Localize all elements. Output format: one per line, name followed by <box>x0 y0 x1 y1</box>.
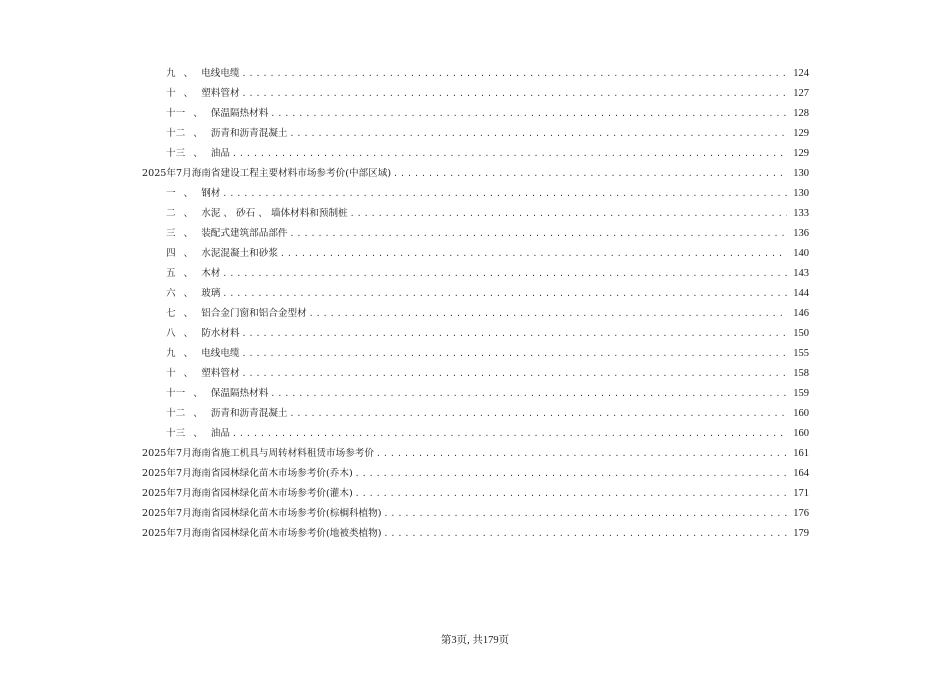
toc-entry-separator: 、 <box>193 388 203 399</box>
toc-entry-title: 沥青和沥青混凝土 <box>210 128 288 139</box>
toc-entry-page-number: 143 <box>793 268 809 279</box>
toc-entry-page-number: 130 <box>793 188 809 199</box>
toc-entry-page-number: 144 <box>793 288 809 299</box>
toc-entry-separator: 、 <box>183 68 194 79</box>
toc-entry-title: 2025年7月海南省园林绿化苗木市场参考价(地被类植物) <box>142 528 382 539</box>
toc-entry-title: 电线电缆 <box>201 68 240 79</box>
toc-entry-title: 2025年7月海南省园林绿化苗木市场参考价(乔木) <box>142 468 353 479</box>
toc-entry[interactable] <box>142 384 809 404</box>
dot-leader <box>393 164 787 184</box>
dot-leader <box>242 324 787 344</box>
toc-entry-number: 五 <box>166 268 176 279</box>
dot-leader <box>383 504 787 524</box>
toc-entry[interactable] <box>142 104 809 124</box>
toc-entry-number: 六 <box>166 288 176 299</box>
toc-entry-number: 二 <box>166 208 176 219</box>
toc-entry-number: 十三 <box>166 148 186 159</box>
toc-entry-title: 2025年7月海南省园林绿化苗木市场参考价(灌木) <box>142 488 353 499</box>
toc-entry[interactable] <box>142 484 809 504</box>
toc-entry-separator: 、 <box>193 148 203 159</box>
dot-leader <box>222 264 787 284</box>
toc-entry[interactable] <box>142 264 809 284</box>
toc-entry-separator: 、 <box>183 268 194 279</box>
toc-entry-separator: 、 <box>183 188 194 199</box>
toc-entry-title: 铝合金门窗和铝合金型材 <box>201 308 307 319</box>
toc-entry[interactable] <box>142 204 809 224</box>
toc-entry[interactable] <box>142 64 809 84</box>
toc-entry[interactable] <box>142 304 809 324</box>
toc-entry-separator: 、 <box>183 288 194 299</box>
toc-entry-page-number: 140 <box>793 248 809 259</box>
toc-entry[interactable] <box>142 404 809 424</box>
dot-leader <box>242 84 787 104</box>
dot-leader <box>270 384 787 404</box>
dot-leader <box>222 184 787 204</box>
toc-entry[interactable] <box>142 84 809 104</box>
toc-entry-number: 十 <box>166 368 176 379</box>
toc-entry-page-number: 176 <box>793 508 809 519</box>
table-of-contents <box>142 64 809 544</box>
dot-leader <box>383 524 787 544</box>
toc-entry[interactable] <box>142 364 809 384</box>
toc-entry-separator: 、 <box>183 208 194 219</box>
dot-leader <box>355 464 787 484</box>
dot-leader <box>222 284 787 304</box>
toc-entry-title: 保温隔热材料 <box>210 108 269 119</box>
toc-entry-page-number: 133 <box>793 208 809 219</box>
toc-entry-title: 防水材料 <box>201 328 240 339</box>
toc-entry-separator: 、 <box>183 308 194 319</box>
dot-leader <box>290 404 787 424</box>
toc-entry[interactable] <box>142 324 809 344</box>
toc-entry-title: 装配式建筑部品部件 <box>201 228 288 239</box>
dot-leader <box>232 424 787 444</box>
toc-entry[interactable] <box>142 524 809 544</box>
dot-leader <box>242 64 787 84</box>
toc-entry-separator: 、 <box>193 408 203 419</box>
toc-entry-page-number: 160 <box>793 428 809 439</box>
toc-entry-page-number: 158 <box>793 368 809 379</box>
toc-entry-page-number: 160 <box>793 408 809 419</box>
toc-entry-number: 十二 <box>166 408 186 419</box>
toc-entry[interactable] <box>142 124 809 144</box>
toc-entry-title: 水泥 、 砂石 、 墙体材料和预制桩 <box>201 208 348 219</box>
dot-leader <box>309 304 787 324</box>
toc-entry-page-number: 129 <box>793 148 809 159</box>
toc-entry-number: 四 <box>166 248 176 259</box>
toc-entry-title: 2025年7月海南省建设工程主要材料市场参考价(中部区域) <box>142 168 392 179</box>
toc-entry-number: 九 <box>166 348 176 359</box>
toc-entry-page-number: 127 <box>793 88 809 99</box>
toc-entry-title: 2025年7月海南省施工机具与周转材料租赁市场参考价 <box>142 448 374 459</box>
toc-entry-number: 十一 <box>166 388 186 399</box>
toc-entry-number: 三 <box>166 228 176 239</box>
toc-entry-title: 油品 <box>210 148 230 159</box>
toc-entry-separator: 、 <box>183 228 194 239</box>
toc-entry-page-number: 128 <box>793 108 809 119</box>
toc-entry[interactable] <box>142 444 809 464</box>
toc-entry-title: 2025年7月海南省园林绿化苗木市场参考价(棕榈科植物) <box>142 508 382 519</box>
toc-entry-separator: 、 <box>183 348 194 359</box>
toc-entry-number: 一 <box>166 188 176 199</box>
toc-entry[interactable] <box>142 424 809 444</box>
toc-entry-number: 十一 <box>166 108 186 119</box>
toc-entry-number: 九 <box>166 68 176 79</box>
dot-leader <box>280 244 787 264</box>
toc-entry-separator: 、 <box>183 368 194 379</box>
dot-leader <box>242 364 787 384</box>
toc-entry[interactable] <box>142 504 809 524</box>
toc-entry-title: 电线电缆 <box>201 348 240 359</box>
toc-entry-page-number: 136 <box>793 228 809 239</box>
toc-entry-page-number: 150 <box>793 328 809 339</box>
toc-entry-page-number: 159 <box>793 388 809 399</box>
toc-entry-page-number: 155 <box>793 348 809 359</box>
toc-entry-page-number: 129 <box>793 128 809 139</box>
toc-entry-page-number: 146 <box>793 308 809 319</box>
toc-entry-title: 油品 <box>210 428 230 439</box>
dot-leader <box>270 104 787 124</box>
dot-leader <box>242 344 787 364</box>
toc-entry[interactable] <box>142 144 809 164</box>
toc-entry[interactable] <box>142 184 809 204</box>
toc-entry-separator: 、 <box>183 88 194 99</box>
toc-entry-page-number: 124 <box>793 68 809 79</box>
toc-entry-separator: 、 <box>193 428 203 439</box>
dot-leader <box>290 124 787 144</box>
toc-entry-separator: 、 <box>193 128 203 139</box>
toc-entry-number: 十 <box>166 88 176 99</box>
toc-entry-separator: 、 <box>193 108 203 119</box>
toc-entry-number: 十三 <box>166 428 186 439</box>
toc-entry-title: 木材 <box>201 268 221 279</box>
toc-entry-number: 七 <box>166 308 176 319</box>
toc-entry-separator: 、 <box>183 248 194 259</box>
toc-entry-title: 沥青和沥青混凝土 <box>210 408 288 419</box>
toc-entry-page-number: 130 <box>793 168 809 179</box>
dot-leader <box>290 224 787 244</box>
toc-entry[interactable] <box>142 284 809 304</box>
toc-entry-page-number: 179 <box>793 528 809 539</box>
page-footer: 第3页, 共179页 <box>440 635 510 646</box>
toc-entry-title: 玻璃 <box>201 288 221 299</box>
toc-entry-page-number: 164 <box>793 468 809 479</box>
toc-entry-separator: 、 <box>183 328 194 339</box>
dot-leader <box>376 444 787 464</box>
dot-leader <box>232 144 787 164</box>
toc-entry-title: 水泥混凝土和砂浆 <box>201 248 278 259</box>
toc-entry-page-number: 171 <box>793 488 809 499</box>
toc-entry-title: 钢材 <box>201 188 221 199</box>
toc-entry-number: 八 <box>166 328 176 339</box>
toc-entry-title: 塑料管材 <box>201 88 240 99</box>
toc-entry[interactable] <box>142 164 809 184</box>
dot-leader <box>355 484 787 504</box>
toc-entry-page-number: 161 <box>793 448 809 459</box>
toc-entry-title: 保温隔热材料 <box>210 388 269 399</box>
dot-leader <box>350 204 787 224</box>
toc-entry[interactable] <box>142 224 809 244</box>
toc-entry-title: 塑料管材 <box>201 368 240 379</box>
toc-entry[interactable] <box>142 244 809 264</box>
toc-entry-number: 十二 <box>166 128 186 139</box>
toc-entry[interactable] <box>142 344 809 364</box>
toc-entry[interactable] <box>142 464 809 484</box>
